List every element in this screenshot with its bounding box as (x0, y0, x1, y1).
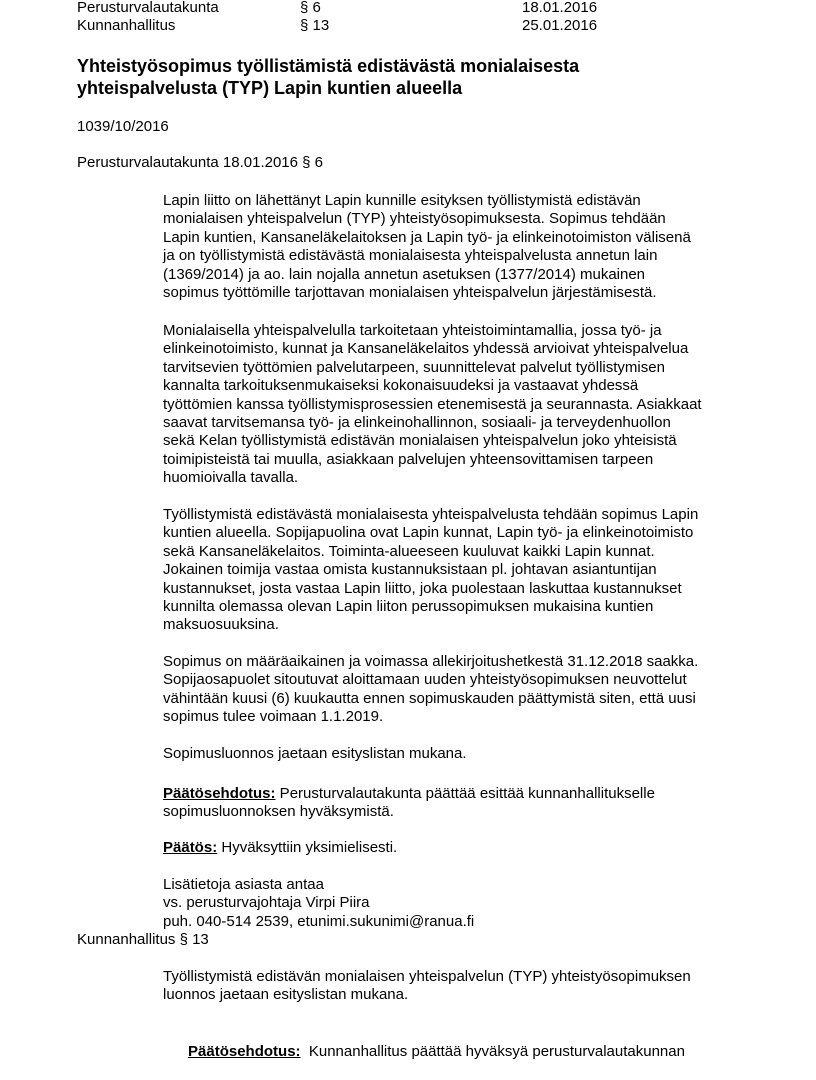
text-line: Lapin kuntien, Kansaneläkelaitoksen ja Lapin työ- ja elinkeinotoimiston välisenä (163, 228, 691, 246)
decision-proposal-1 (163, 785, 763, 822)
document-title (77, 55, 717, 99)
text-line: sopimus tulee voimaan 1.1.2019. (163, 708, 384, 726)
decision-text: Hyväksyttiin yksimielisesti. (217, 839, 398, 856)
text-line: vähintään kuusi (6) kuukautta ennen sopimuskauden päättymistä siten, että uusi (163, 689, 696, 707)
text-line: Sopimus on määräaikainen ja voimassa allekirjoitushetkestä 31.12.2018 saakka. (163, 653, 699, 670)
title-line: Yhteistyösopimus työllistämistä edistävästä monialaisesta (77, 56, 580, 76)
decision-label: Päätös: (163, 839, 218, 856)
text-line: tarvitsevien työttömien palvelutarpeen, suunnittelevat palvelut työllistymisen (163, 358, 665, 376)
text-line: saavat tarvitsemansa työ- ja elinkeinohallinnon, sosiaali- ja terveydenhuollon (163, 414, 671, 432)
proposal-text: Perusturvalautakunta päättää esittää kunnanhallitukselle (275, 785, 655, 802)
text-line: kustannukset, josta vastaa Lapin liitto, joka puolestaan laskuttaa kustannukset (163, 579, 682, 597)
text-line: sopimus työttömille tarjottavan monialaisen yhteispalvelun järjestämisestä. (163, 284, 657, 302)
meta-org-1: Perusturvalautakunta (77, 0, 219, 16)
decision-proposal-2 (163, 1025, 763, 1080)
text-line: Sopimusluonnos jaetaan esityslistan mukana. (163, 745, 467, 762)
text-line: Sopijaosapuolet sitoutuvat aloittamaan uuden yhteistyösopimuksen neuvottelut (163, 671, 687, 689)
proposal-text: Kunnanhallitus päättää hyväksyä perusturvalautakunnan (300, 1043, 685, 1061)
text-line: Lisätietoja asiasta antaa (163, 876, 324, 893)
text-line: toimipisteistä tai muulla, asiakkaan palvelujen yhteensovittamisen tarpeen (163, 450, 654, 468)
text-line: vs. perusturvajohtaja Virpi Piira (163, 894, 370, 912)
title-line: yhteispalvelusta (TYP) Lapin kuntien alueella (77, 78, 463, 98)
text-line: sopimusluonnoksen hyväksymistä. (163, 803, 394, 821)
paragraph-6 (163, 968, 763, 1005)
text-line: puh. 040-514 2539, etunimi.sukunimi@ranua.fi (163, 912, 475, 930)
meta-date-2: 25.01.2016 (522, 17, 598, 34)
meta-section-1: § 6 (300, 0, 321, 16)
text-line: huomioivalla tavalla. (163, 469, 299, 487)
text-line: Monialaisella yhteispalvelulla tarkoitetaan yhteistoimintamallia, jossa työ- ja (163, 322, 662, 339)
text-line: kunnilta olemassa olevan Lapin liiton perussopimuksen mukaisina kuntien (163, 598, 654, 616)
section-heading-kunnanhallitus: Kunnanhallitus § 13 (77, 931, 209, 948)
text-line: ja on työllistymistä edistävästä monialaisesta yhteispalvelusta annetun lain (163, 247, 658, 265)
text-line: luonnos jaetaan esityslistan mukana. (163, 986, 409, 1004)
paragraph-1 (163, 192, 763, 302)
text-line: Työllistymistä edistävän monialaisen yhteispalvelun (TYP) yhteistyösopimuksen (163, 968, 691, 985)
proposal-label: Päätösehdotus: (188, 1043, 301, 1061)
text-line: työttömien kanssa työllistymisprosessien etenemisestä ja seurannasta. Asiakkaat (163, 395, 702, 413)
meta-section-2: § 13 (300, 17, 330, 34)
text-line: sekä Kelan työllistymistä edistävän monialaisen yhteispalvelun joko yhteisistä (163, 432, 677, 450)
paragraph-2 (163, 322, 763, 488)
paragraph-5 (163, 745, 763, 763)
text-line: monialaisen yhteispalvelun (TYP) yhteistyösopimuksesta. Sopimus tehdään (163, 210, 666, 228)
decision-1 (163, 839, 763, 857)
paragraph-4 (163, 653, 763, 727)
text-line: maksuosuuksina. (163, 616, 279, 634)
text-line: Työllistymistä edistävästä monialaisesta yhteispalvelusta tehdään sopimus Lapin (163, 506, 699, 523)
text-line: sekä Kansaneläkelaitos. Toiminta-alueeseen kuuluvat kaikki Lapin kunnat. (163, 542, 655, 560)
text-line: elinkeinotoimisto, kunnat ja Kansaneläkelaitos yhdessä arvioivat yhteispalvelua (163, 340, 689, 358)
text-line: Jokainen toimija vastaa omista kustannuksistaan pl. johtavan asiantuntijan (163, 561, 657, 579)
proposal-label: Päätösehdotus: (163, 785, 276, 802)
text-line: (1369/2014) ja ao. lain nojalla annetun asetuksen (1377/2014) mukainen (163, 265, 646, 283)
text-line: kannalta tarkoituksenmukaiseksi kokonaisuudeksi ja vastaavat yhdessä (163, 377, 639, 395)
text-line: Lapin liitto on lähettänyt Lapin kunnille esityksen työllistymistä edistävän (163, 192, 641, 209)
meta-date-1: 18.01.2016 (522, 0, 598, 16)
record-number: 1039/10/2016 (77, 118, 169, 135)
meta-org-2: Kunnanhallitus (77, 17, 176, 34)
text-line: kuntien alueella. Sopijapuolina ovat Lapin kunnat, Lapin työ- ja elinkeinotoimisto (163, 524, 694, 542)
section-heading-perusturva: Perusturvalautakunta 18.01.2016 § 6 (77, 154, 324, 171)
contact-info (163, 876, 763, 931)
paragraph-3 (163, 506, 763, 635)
